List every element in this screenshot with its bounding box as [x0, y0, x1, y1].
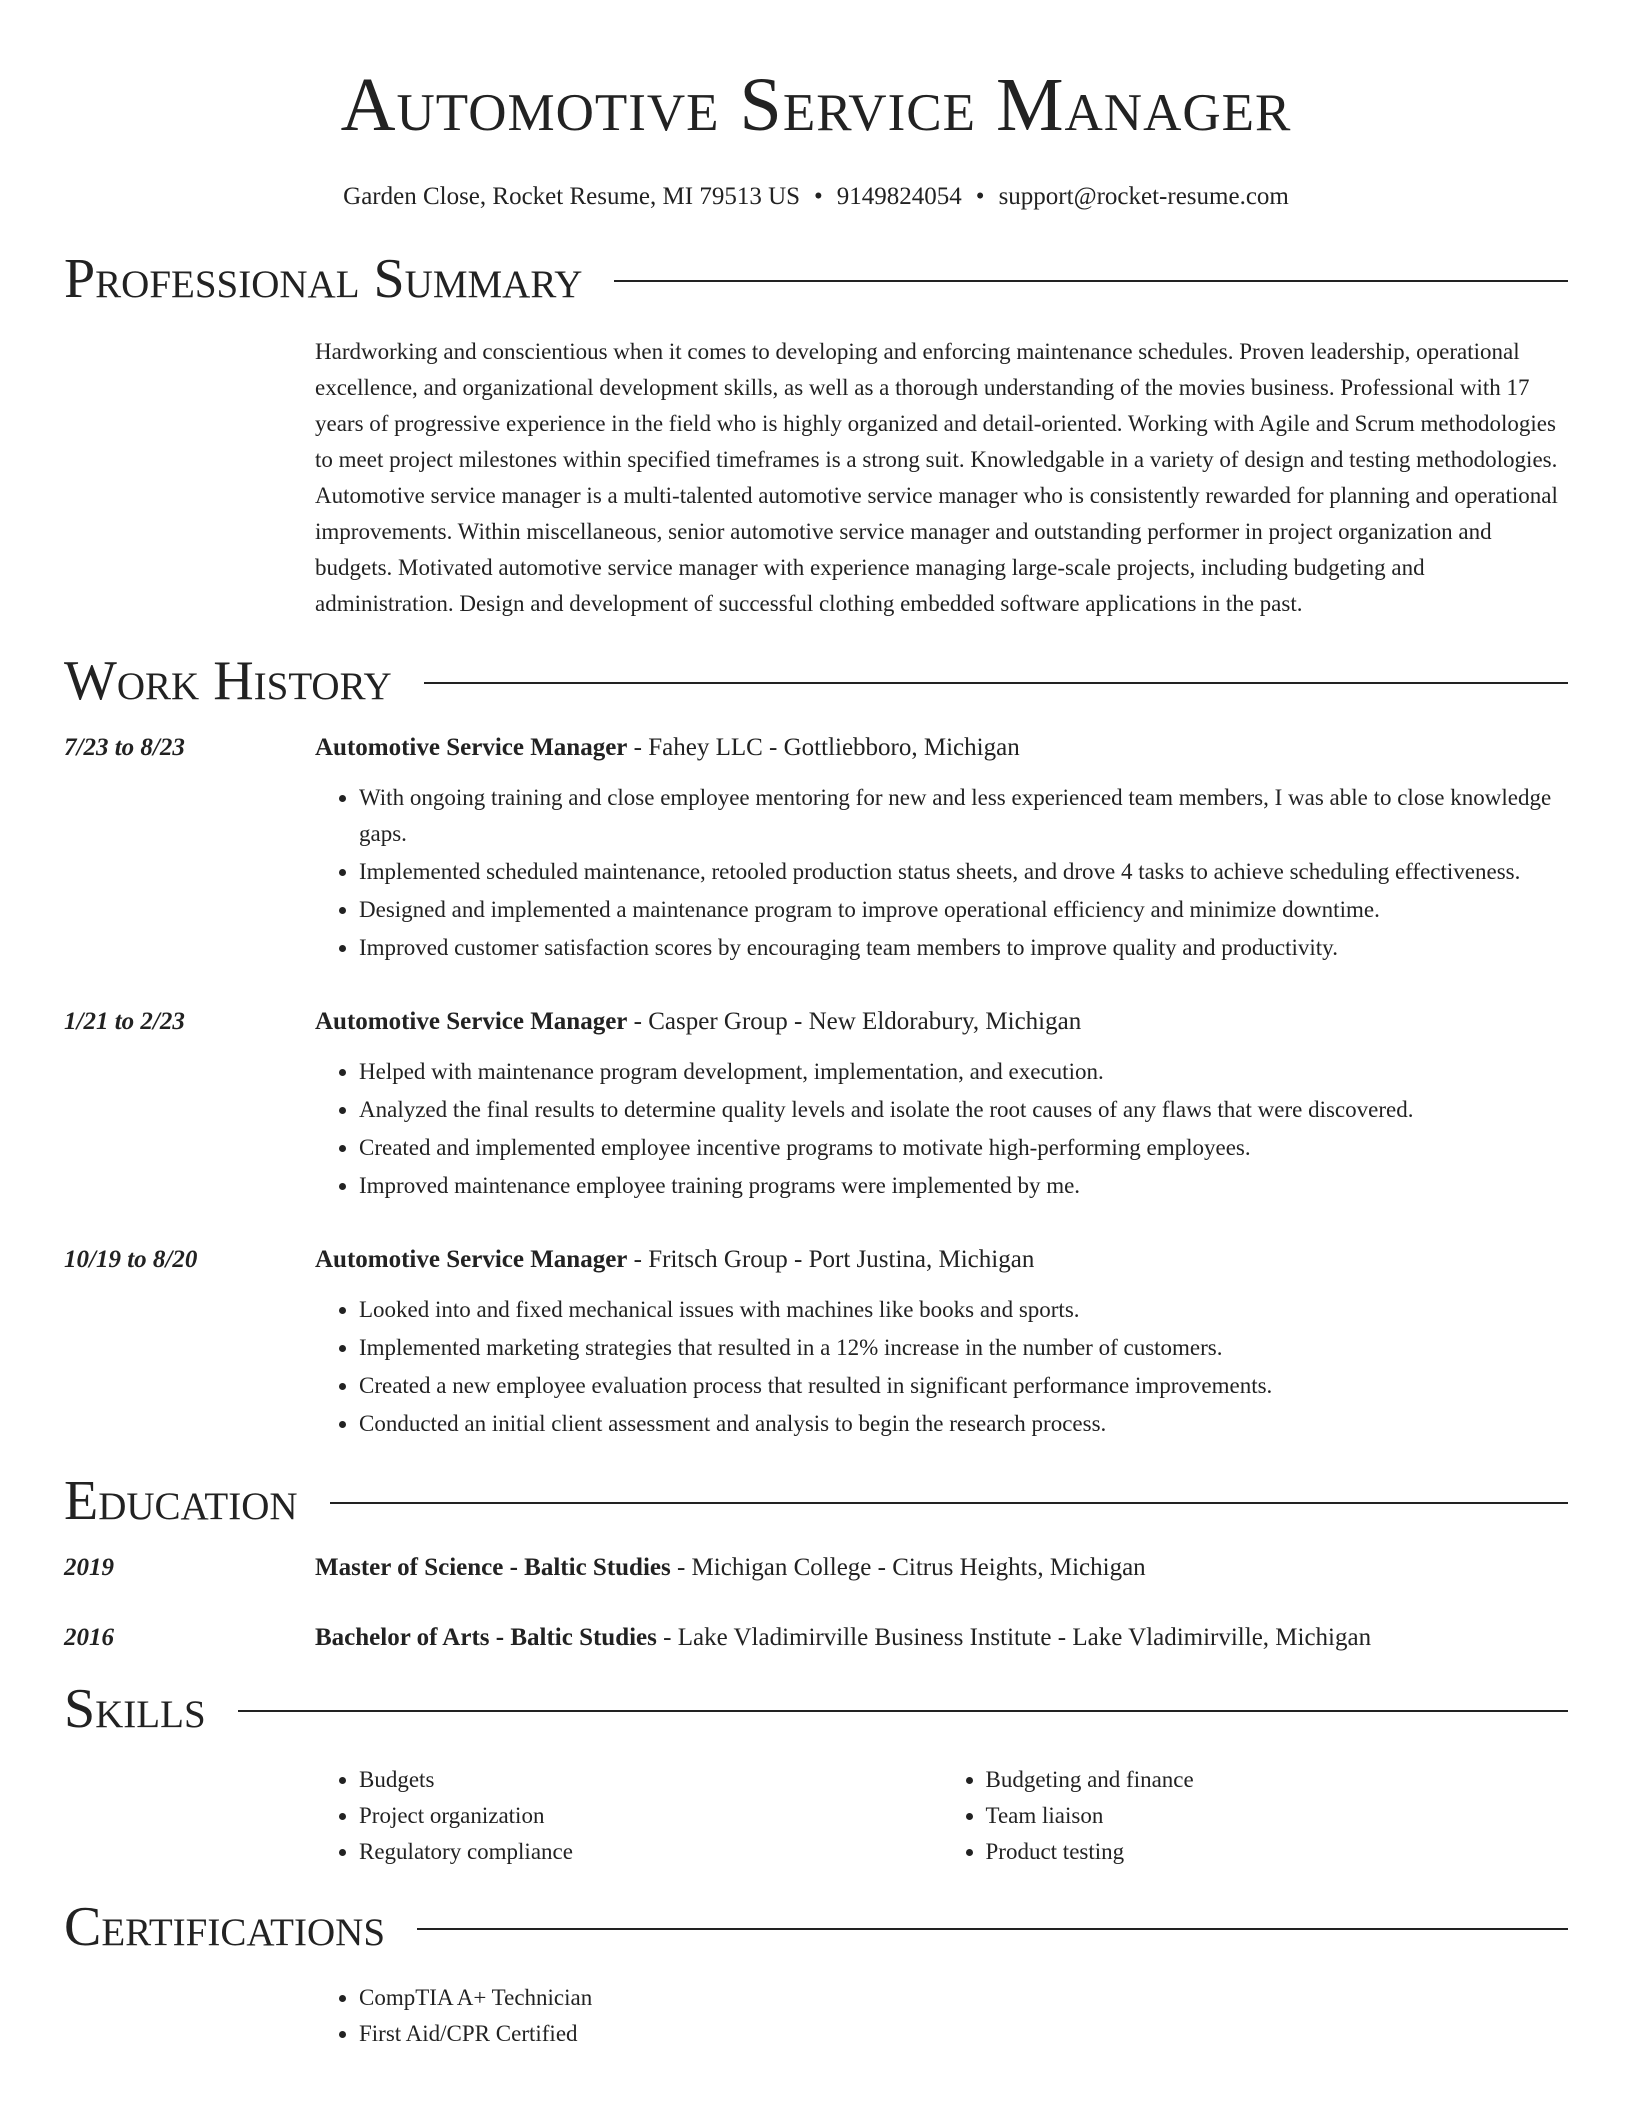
- job-role: Automotive Service Manager: [315, 734, 628, 761]
- section-title-certifications: Certifications: [64, 1896, 386, 1958]
- job-details: - Casper Group - New Eldorabury, Michigan: [627, 1008, 1082, 1035]
- job-bullets: [315, 1292, 1568, 1442]
- list-item: • Improved maintenance employee training programs were implemented by me.: [359, 1168, 1568, 1204]
- contact-separator: •: [814, 183, 823, 210]
- list-item: • Implemented scheduled maintenance, retooled production status sheets, and drove 4 tasks to achieve scheduling effectiveness.: [359, 854, 1568, 890]
- list-item: • Implemented marketing strategies that resulted in a 12% increase in the number of customers.: [359, 1330, 1568, 1366]
- list-item: • Helped with maintenance program development, implementation, and execution.: [359, 1054, 1568, 1090]
- list-item: • Budgeting and finance: [986, 1762, 1569, 1798]
- job-dates: 1/21 to 2/23: [64, 1008, 185, 1035]
- certifications-list: [315, 1980, 1568, 2052]
- education-degree: Bachelor of Arts - Baltic Studies: [315, 1624, 657, 1651]
- summary-section-header: [64, 244, 1568, 314]
- section-title-summary: Professional Summary: [64, 248, 583, 310]
- education-section-header: [64, 1466, 1568, 1536]
- section-divider: [614, 280, 1568, 282]
- list-item: • Budgets: [359, 1762, 942, 1798]
- summary-text: Hardworking and conscientious when it comes to developing and enforcing maintenance schedules. Proven leadership, operational excellence, and organizational development skills, as well as a thorough understanding of the movies business. Professional with 17 years of progressive experience in the field who is highly organized and detail-oriented. Working with Agile and Scrum methodologies to meet project milestones within specified timeframes is a strong suit. Knowledgable in a variety of design and testing methodologies. Automotive service manager is a multi-talented automotive service manager who is consistently rewarded for planning and operational improvements. Within miscellaneous, senior automotive service manager and outstanding performer in project organization and budgets. Motivated automotive service manager with experience managing large-scale projects, including budgeting and administration. Design and development of successful clothing embedded software applications in the past.: [315, 339, 1558, 616]
- education-entry: [64, 1620, 1568, 1656]
- list-item: • Team liaison: [986, 1798, 1569, 1834]
- list-item: • Regulatory compliance: [359, 1834, 942, 1870]
- job-title-line: [315, 1242, 1568, 1278]
- job-dates: 7/23 to 8/23: [64, 734, 185, 761]
- list-item: • With ongoing training and close employee mentoring for new and less experienced team members, I was able to close knowledge gaps.: [359, 780, 1568, 852]
- job-role: Automotive Service Manager: [315, 1246, 628, 1273]
- skills-list: [315, 1762, 1568, 1870]
- job-role: Automotive Service Manager: [315, 1008, 628, 1035]
- job-details: - Fritsch Group - Port Justina, Michigan: [627, 1246, 1035, 1273]
- list-item: • Project organization: [359, 1798, 942, 1834]
- list-item: • Created and implemented employee incentive programs to motivate high-performing employees.: [359, 1130, 1568, 1166]
- skills-section-header: [64, 1674, 1568, 1744]
- job-entry: [64, 1242, 1568, 1444]
- section-divider: [238, 1710, 1568, 1712]
- job-entry: [64, 1004, 1568, 1206]
- list-item: • Conducted an initial client assessment and analysis to begin the research process.: [359, 1406, 1568, 1442]
- job-dates: 10/19 to 8/20: [64, 1246, 198, 1273]
- section-divider: [417, 1928, 1568, 1930]
- section-divider: [424, 682, 1568, 684]
- education-year: 2019: [64, 1554, 114, 1581]
- contact-line: [64, 180, 1568, 214]
- section-title-skills: Skills: [64, 1678, 206, 1740]
- contact-email: support@rocket-resume.com: [998, 183, 1289, 210]
- job-entry: [64, 730, 1568, 968]
- skills-column-right: [942, 1762, 1569, 1870]
- education-title-line: [315, 1550, 1146, 1586]
- contact-separator: •: [975, 183, 985, 210]
- skills-column-left: [315, 1762, 942, 1870]
- list-item: • Product testing: [986, 1834, 1569, 1870]
- list-item: • First Aid/CPR Certified: [359, 2016, 1568, 2052]
- section-divider: [330, 1502, 1568, 1504]
- job-title-line: [315, 1004, 1568, 1040]
- contact-phone: 9149824054: [836, 183, 962, 210]
- education-details: - Lake Vladimirville Business Institute - Lake Vladimirville, Michigan: [656, 1624, 1372, 1651]
- education-details: - Michigan College - Citrus Heights, Michigan: [670, 1554, 1146, 1581]
- job-title-line: [315, 730, 1568, 766]
- section-title-education: Education: [64, 1470, 298, 1532]
- job-bullets: [315, 1054, 1568, 1204]
- job-bullets: [315, 780, 1568, 966]
- certifications-section-header: [64, 1892, 1568, 1962]
- education-degree: Master of Science - Baltic Studies: [315, 1554, 671, 1581]
- education-year: 2016: [64, 1624, 114, 1651]
- certifications-items: [315, 1980, 1568, 2052]
- education-title-line: [315, 1620, 1371, 1656]
- contact-address: Garden Close, Rocket Resume, MI 79513 US: [343, 183, 801, 210]
- list-item: • Designed and implemented a maintenance program to improve operational efficiency and minimize downtime.: [359, 892, 1568, 928]
- list-item: • Created a new employee evaluation process that resulted in significant performance improvements.: [359, 1368, 1568, 1404]
- work-section-header: [64, 646, 1568, 716]
- list-item: • Looked into and fixed mechanical issues with machines like books and sports.: [359, 1292, 1568, 1328]
- resume-name: Automotive Service Manager: [340, 63, 1292, 147]
- list-item: • Analyzed the final results to determine quality levels and isolate the root causes of any flaws that were discovered.: [359, 1092, 1568, 1128]
- list-item: • CompTIA A+ Technician: [359, 1980, 1568, 2016]
- section-title-work: Work History: [64, 650, 392, 712]
- education-entry: [64, 1550, 1568, 1586]
- job-details: - Fahey LLC - Gottliebboro, Michigan: [627, 734, 1020, 761]
- list-item: • Improved customer satisfaction scores by encouraging team members to improve quality and productivity.: [359, 930, 1568, 966]
